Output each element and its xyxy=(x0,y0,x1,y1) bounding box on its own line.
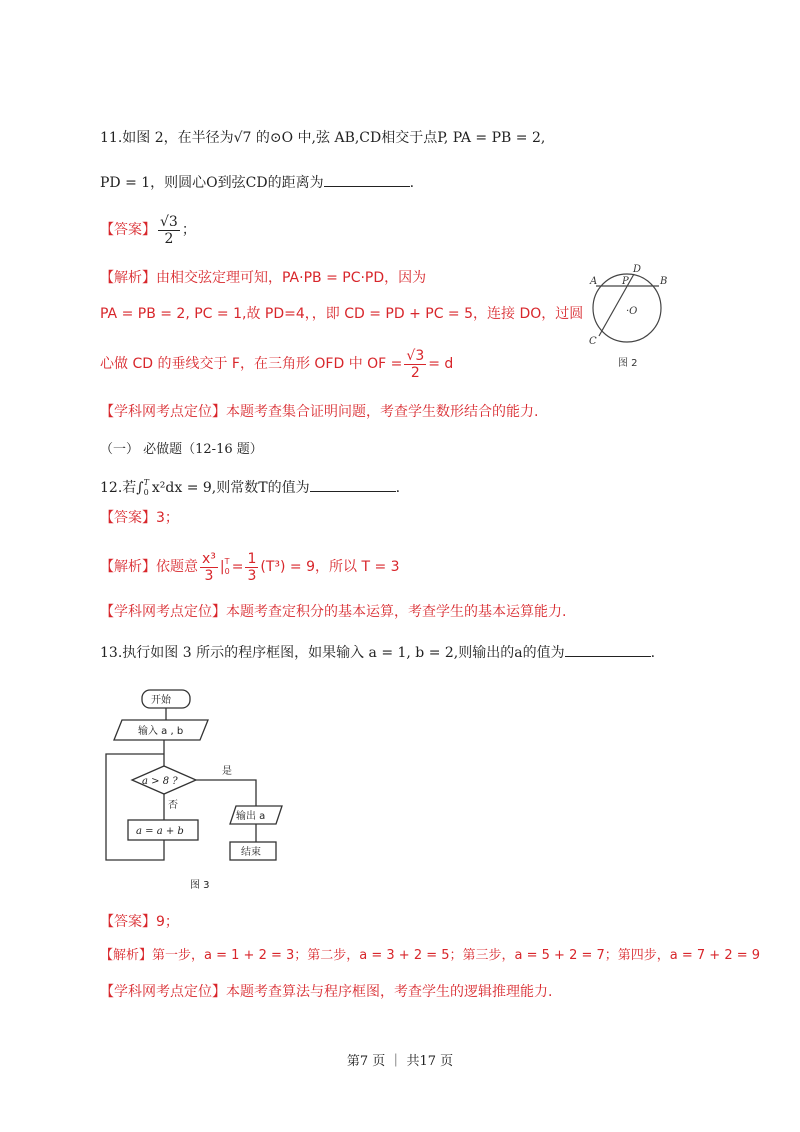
q12-frac1-num: x³ xyxy=(202,550,216,567)
q12-upper: T xyxy=(143,478,149,487)
label-d: D xyxy=(633,264,642,275)
q12-limits xyxy=(144,478,149,498)
q13-line1 xyxy=(100,642,655,663)
q12-analysis-b: (T³) = 9，所以 T = 3 xyxy=(260,559,400,575)
q11-line1: 11.如图 2，在半径为√7 的⊙O 中,弦 AB,CD相交于点P, PA = PB = 2, xyxy=(100,130,546,146)
q12-analysis xyxy=(100,548,400,586)
q11-answer-tag: 【答案】 xyxy=(100,222,156,238)
figure-3-flowchart xyxy=(98,684,298,894)
q13-position xyxy=(100,982,552,1002)
q11-analysis-tag: 【解析】 xyxy=(100,270,156,286)
q13-blank xyxy=(565,642,651,657)
section-heading: （一） 必做题（12-16 题） xyxy=(100,442,263,457)
q11-blank xyxy=(324,172,410,187)
q11-position xyxy=(100,402,538,422)
q12-blank xyxy=(310,477,396,492)
q11-analysis-3-frac xyxy=(404,348,426,381)
page-footer: 第7 页 ｜ 共17 页 xyxy=(346,1054,454,1069)
q12-bar-upper: T xyxy=(224,557,230,566)
flow-assign-label: a = a + b xyxy=(136,826,184,837)
q11-position-text: 本题考查集合证明问题，考查学生数形结合的能力. xyxy=(226,404,539,420)
q13-line1-text: 13.执行如图 3 所示的程序框图，如果输入 a = 1, b = 2,则输出的a的值为 xyxy=(100,645,565,661)
flow-input-label: 输入 a , b xyxy=(138,726,184,737)
q12-bar-limits xyxy=(225,557,230,577)
label-b: B xyxy=(660,276,668,287)
flow-no-label: 否 xyxy=(168,800,178,811)
q13-analysis xyxy=(100,946,760,966)
q12-answer xyxy=(100,508,179,528)
label-o: ·O xyxy=(626,306,638,317)
q11-answer-end: ； xyxy=(181,222,196,238)
q11-analysis-3-num: √3 xyxy=(406,347,425,364)
flow-output-label: 输出 a xyxy=(236,811,266,822)
q11-analysis-3b: = d xyxy=(428,356,454,372)
q12-frac1 xyxy=(200,551,218,584)
flow-end-label: 结束 xyxy=(241,847,261,858)
q13-answer-text: 9； xyxy=(156,914,179,930)
q11-answer-num: √3 xyxy=(160,213,178,230)
flow-start-label: 开始 xyxy=(151,695,171,706)
q12-position-tag: 【学科网考点定位】 xyxy=(100,604,226,620)
q12-line1-b: x²dx = 9,则常数T的值为 xyxy=(151,480,310,496)
q12-frac1-den: 3 xyxy=(204,567,214,584)
label-p: P xyxy=(622,276,629,287)
q12-frac2-den: 3 xyxy=(247,567,257,584)
q11-answer xyxy=(100,212,196,248)
q11-position-tag: 【学科网考点定位】 xyxy=(100,404,226,420)
q12-line1-end: . xyxy=(395,480,401,496)
flow-arrow-yes xyxy=(196,780,256,806)
q12-line1 xyxy=(100,474,400,502)
q13-position-text: 本题考查算法与程序框图，考查学生的逻辑推理能力. xyxy=(226,984,553,1000)
q12-lower: 0 xyxy=(143,488,149,497)
q12-line1-a: 12.若∫ xyxy=(100,480,144,496)
q11-analysis-2: PA = PB = 2, PC = 1,故 PD=4，，即 CD = PD + PC = 5，连接 DO，过圆 xyxy=(100,306,584,322)
figure-3-caption: 图 3 xyxy=(190,880,210,891)
figure-2-circle-diagram xyxy=(582,262,672,372)
q12-answer-text: 3； xyxy=(156,510,179,526)
q11-analysis-3-den: 2 xyxy=(410,364,420,381)
label-c: C xyxy=(589,336,597,347)
q12-position xyxy=(100,602,566,622)
q11-analysis-1 xyxy=(100,268,426,288)
q11-analysis-3 xyxy=(100,346,453,382)
q12-frac2-num: 1 xyxy=(247,550,257,567)
q11-analysis-1-text: 由相交弦定理可知，PA·PB = PC·PD，因为 xyxy=(156,270,427,286)
q13-analysis-tag: 【解析】 xyxy=(100,948,153,963)
q12-eq: = xyxy=(231,559,244,575)
q12-answer-tag: 【答案】 xyxy=(100,510,156,526)
q13-analysis-text: 第一步，a = 1 + 2 = 3；第二步，a = 3 + 2 = 5；第三步，a = 5 + 2 = 7；第四步，a = 7 + 2 = 9 xyxy=(152,948,761,963)
q13-answer xyxy=(100,912,179,932)
q11-analysis-3a: 心做 CD 的垂线交于 F，在三角形 OFD 中 OF = xyxy=(100,356,403,372)
flow-condition-label: a > 8 ? xyxy=(142,776,178,787)
flow-yes-label: 是 xyxy=(222,766,232,777)
q11-answer-frac xyxy=(158,214,180,247)
q13-line1-end: . xyxy=(650,645,656,661)
q11-answer-den: 2 xyxy=(164,230,174,247)
q12-analysis-tag: 【解析】 xyxy=(100,559,156,575)
q12-bar: | xyxy=(219,559,225,575)
q12-position-text: 本题考查定积分的基本运算，考查学生的基本运算能力. xyxy=(226,604,567,620)
q11-line2-end: . xyxy=(409,175,415,191)
q12-frac2 xyxy=(245,551,258,584)
label-a: A xyxy=(590,276,598,287)
q12-analysis-a: 依题意 xyxy=(156,559,198,575)
figure-2-caption: 图 2 xyxy=(618,358,638,369)
q13-position-tag: 【学科网考点定位】 xyxy=(100,984,226,1000)
q13-answer-tag: 【答案】 xyxy=(100,914,156,930)
q11-line2-text: PD = 1，则圆心O到弦CD的距离为 xyxy=(100,175,324,191)
q11-line2 xyxy=(100,172,414,193)
q12-bar-lower: 0 xyxy=(224,567,230,576)
